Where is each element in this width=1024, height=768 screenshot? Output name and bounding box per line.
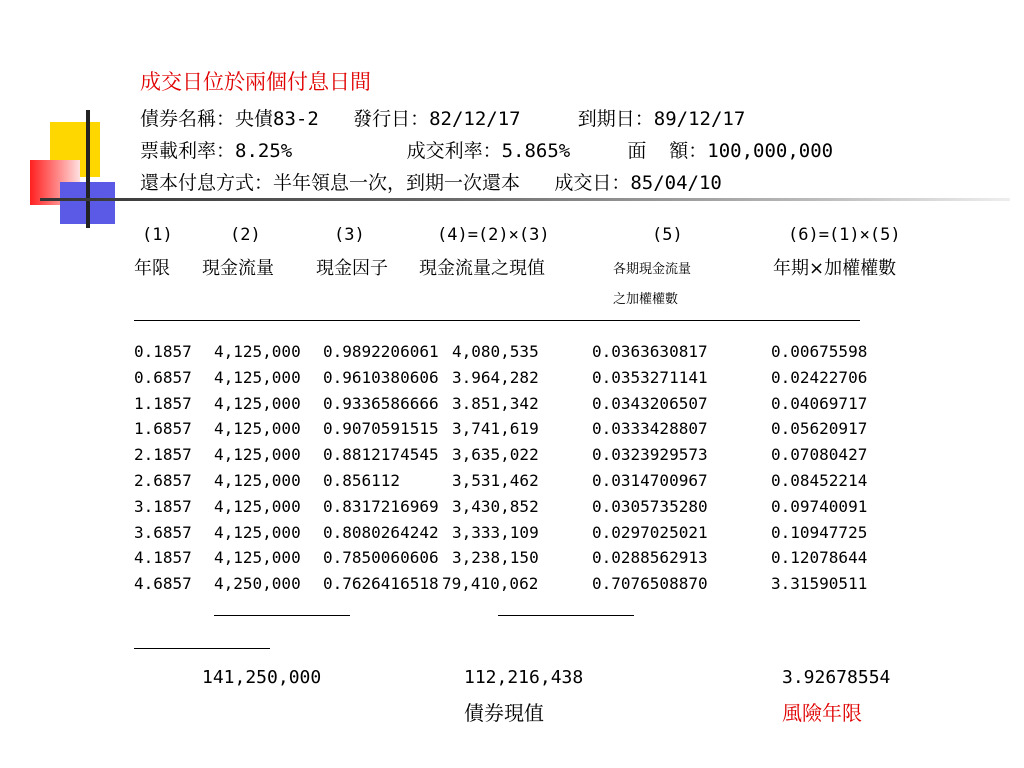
row-8-discount-factor: 0.8080264242 — [323, 522, 439, 542]
row-6-discount-factor: 0.856112 — [323, 471, 401, 490]
row-8-years: 3.6857 — [134, 522, 192, 542]
sum-rule-cashflow — [214, 615, 350, 616]
bond-info-line-2: 票載利率：8.25% 成交利率：5.865% 面 額：100,000,000 — [140, 140, 834, 162]
row-4-weight: 0.0333428807 — [592, 419, 708, 439]
row-9-years: 4.1857 — [134, 548, 192, 568]
row-3-discount-factor: 0.9336586666 — [323, 393, 439, 413]
col1-label: 年限 — [134, 258, 170, 279]
row-2-cashflow: 4,125,000 — [214, 367, 301, 387]
row-3-weighted-years: 0.04069717 — [771, 393, 868, 413]
row-6-cashflow: 4,125,000 — [214, 471, 301, 490]
col5-label-line1: 各期現金流量 — [613, 262, 692, 277]
row-5-present-value: 3,635,022 — [452, 445, 539, 465]
row-1-cashflow: 4,125,000 — [214, 342, 301, 361]
row-6-present-value: 3,531,462 — [452, 471, 539, 490]
logo-vertical-line — [86, 110, 90, 228]
header-divider-line — [40, 198, 1010, 201]
row-7-years: 3.1857 — [134, 496, 192, 516]
row-4-present-value: 3,741,619 — [452, 419, 539, 439]
row-2-present-value: 3.964,282 — [452, 367, 539, 387]
row-2-weight: 0.0353271141 — [592, 367, 708, 387]
row-10-discount-factor: 0.7626416518 — [323, 574, 439, 594]
row-10-present-value: 79,410,062 — [442, 574, 539, 594]
col1-number: (1) — [142, 225, 173, 245]
col5-label-line2: 之加權權數 — [613, 292, 679, 307]
row-7-weight: 0.0305735280 — [592, 496, 708, 516]
bond-info-line-3: 還本付息方式：半年領息一次，到期一次還本 成交日：85/04/10 — [140, 172, 722, 194]
row-6-weighted-years: 0.08452214 — [771, 471, 868, 490]
row-3-cashflow: 4,125,000 — [214, 393, 301, 413]
col2-number: (2) — [230, 225, 261, 245]
bond-info-line-1: 債券名稱：央債83-2 發行日：82/12/17 到期日：89/12/17 — [140, 108, 746, 130]
row-10-weight: 0.7076508870 — [592, 574, 708, 594]
row-2-discount-factor: 0.9610380606 — [323, 367, 439, 387]
row-8-cashflow: 4,125,000 — [214, 522, 301, 542]
row-10-years: 4.6857 — [134, 574, 192, 594]
row-6-years: 2.6857 — [134, 471, 192, 490]
row-8-weight: 0.0297025021 — [592, 522, 708, 542]
slide-title: 成交日位於兩個付息日間 — [140, 70, 371, 94]
row-7-discount-factor: 0.8317216969 — [323, 496, 439, 516]
row-1-years: 0.1857 — [134, 342, 192, 361]
col6-label: 年期×加權權數 — [773, 258, 897, 279]
row-4-cashflow: 4,125,000 — [214, 419, 301, 439]
row-7-cashflow: 4,125,000 — [214, 496, 301, 516]
row-5-weight: 0.0323929573 — [592, 445, 708, 465]
row-2-years: 0.6857 — [134, 367, 192, 387]
row-7-present-value: 3,430,852 — [452, 496, 539, 516]
row-8-weighted-years: 0.10947725 — [771, 522, 868, 542]
row-5-cashflow: 4,125,000 — [214, 445, 301, 465]
row-4-weighted-years: 0.05620917 — [771, 419, 868, 439]
sum-rule-weights — [498, 615, 634, 616]
total-present-value: 112,216,438 — [464, 667, 584, 688]
col5-number: (5) — [652, 225, 683, 245]
row-9-cashflow: 4,125,000 — [214, 548, 301, 568]
col3-label: 現金因子 — [316, 258, 388, 279]
sum-rule-left — [134, 648, 270, 649]
col4-label: 現金流量之現值 — [419, 258, 545, 279]
row-5-discount-factor: 0.8812174545 — [323, 445, 439, 465]
header-rule — [134, 320, 860, 321]
row-5-years: 2.1857 — [134, 445, 192, 465]
row-5-weighted-years: 0.07080427 — [771, 445, 868, 465]
col3-number: (3) — [334, 225, 365, 245]
row-1-weighted-years: 0.00675598 — [771, 342, 868, 361]
row-8-present-value: 3,333,109 — [452, 522, 539, 542]
row-1-weight: 0.0363630817 — [592, 342, 708, 361]
col4-number: (4)=(2)×(3) — [437, 225, 550, 245]
row-10-weighted-years: 3.31590511 — [771, 574, 868, 594]
row-1-present-value: 4,080,535 — [452, 342, 539, 361]
row-3-weight: 0.0343206507 — [592, 393, 708, 413]
row-4-years: 1.6857 — [134, 419, 192, 439]
row-2-weighted-years: 0.02422706 — [771, 367, 868, 387]
row-9-present-value: 3,238,150 — [452, 548, 539, 568]
row-9-discount-factor: 0.7850060606 — [323, 548, 439, 568]
row-9-weight: 0.0288562913 — [592, 548, 708, 568]
risk-duration-label: 風險年限 — [782, 701, 862, 725]
row-10-cashflow: 4,250,000 — [214, 574, 301, 594]
row-3-years: 1.1857 — [134, 393, 192, 413]
row-3-present-value: 3.851,342 — [452, 393, 539, 413]
col2-label: 現金流量 — [202, 258, 274, 279]
row-1-discount-factor: 0.9892206061 — [323, 342, 439, 361]
row-7-weighted-years: 0.09740091 — [771, 496, 868, 516]
total-cashflow: 141,250,000 — [202, 667, 322, 688]
bond-value-label: 債券現值 — [464, 701, 544, 725]
row-6-weight: 0.0314700967 — [592, 471, 708, 490]
row-4-discount-factor: 0.9070591515 — [323, 419, 439, 439]
duration-value: 3.92678554 — [782, 667, 891, 688]
col6-number: (6)=(1)×(5) — [788, 225, 901, 245]
row-9-weighted-years: 0.12078644 — [771, 548, 868, 568]
